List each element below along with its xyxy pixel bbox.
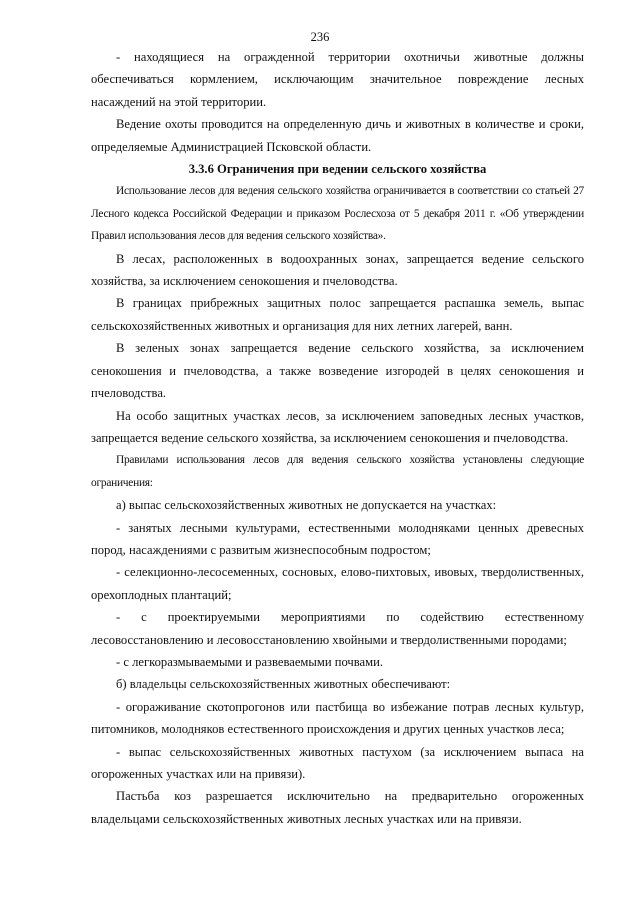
list-item: - селекционно-лесосеменных, сосновых, елово-пихтовых, ивовых, твердолиственных, орехоплодных плантаций; [91, 565, 584, 602]
list-item: Пастьба коз разрешается исключительно на предварительно огороженных владельцами сельскохозяйственных животных лесных участках или на привязи. [91, 789, 584, 826]
page-body [91, 46, 584, 830]
paragraph-rules-intro: Правилами использования лесов для ведения сельского хозяйства установлены следующие ограничения: [91, 454, 584, 489]
list-item: - с проектируемыми мероприятиями по содействию естественному лесовосстановлению и лесовосстановлению хвойными и твердолиственными породами; [91, 610, 584, 647]
page-number: 236 [310, 30, 330, 44]
list-item: - выпас сельскохозяйственных животных пастухом (за исключением выпаса на огороженных участках или на привязи). [91, 744, 584, 781]
paragraph-intro: Использование лесов для ведения сельского хозяйства ограничивается в соответствии со статьей 27 Лесного кодекса Российской Федерации и приказом Рослесхоза от 5 декабря 2011 г. «Об утверждении Правил использования лесов для ведения сельского хозяйства». [91, 185, 584, 243]
list-item: а) выпас сельскохозяйственных животных не допускается на участках: [116, 498, 497, 513]
paragraph-protected-areas: На особо защитных участках лесов, за исключением заповедных лесных участков, запрещается ведение сельского хозяйства, за исключением сенокошения и пчеловодства. [91, 408, 584, 445]
list-item: - огораживание скотопрогонов или пастбища во избежание потрав лесных культур, питомников, молодняков естественного происхождения и других ценных участков леса; [91, 699, 584, 737]
paragraph-coastal-strips: В границах прибрежных защитных полос запрещается распашка земель, выпас сельскохозяйственных животных и организация для них летних лагерей, ванн. [91, 296, 584, 333]
paragraph-green-zones: В зеленых зонах запрещается ведение сельского хозяйства, за исключением сенокошения и пчеловодства, а также возведение изгородей в целях сенокошения и пчеловодства. [91, 341, 584, 401]
paragraph-hunting-rules: Ведение охоты проводится на определенную дичь и животных в количестве и сроки, определяемые Администрацией Псковской области. [91, 117, 584, 154]
section-title: 3.3.6 Ограничения при ведении сельского хозяйства [188, 162, 487, 177]
list-item: - занятых лесными культурами, естественными молодняками ценных древесных пород, насаждениями с развитым жизнеспособным подростом; [91, 520, 584, 557]
paragraph-hunting-feeding: - находящиеся на огражденной территории охотничьи животные должны обеспечиваться кормлением, исключающим значительное повреждение лесных насаждений на этой территории. [91, 50, 584, 109]
list-item: - с легкоразмываемыми и развеваемыми почвами. [116, 654, 383, 669]
list-item: б) владельцы сельскохозяйственных животных обеспечивают: [116, 677, 451, 692]
paragraph-water-zones: В лесах, расположенных в водоохранных зонах, запрещается ведение сельского хозяйства, за исключением сенокошения и пчеловодства. [91, 251, 584, 289]
